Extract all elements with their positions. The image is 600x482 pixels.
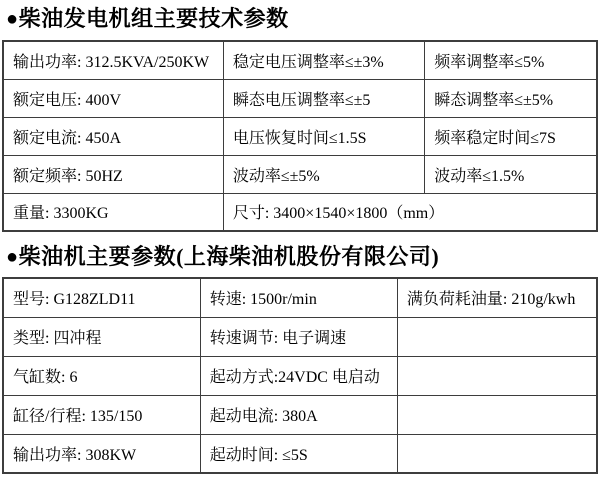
spec-cell: 波动率≤±5% [223, 155, 424, 193]
spec-cell: 重量: 3300KG [3, 193, 223, 231]
spec-cell: 瞬态电压调整率≤±5 [223, 79, 424, 117]
table-row [3, 434, 597, 473]
table-row [3, 395, 597, 434]
table-row [3, 79, 597, 117]
spec-cell: 频率稳定时间≤7S [425, 117, 597, 155]
spec-cell: 稳定电压调整率≤±3% [223, 41, 424, 79]
spec-cell: 额定频率: 50HZ [3, 155, 223, 193]
table-row [3, 278, 597, 317]
table-row [3, 41, 597, 79]
spec-cell: 波动率≤1.5% [425, 155, 597, 193]
spec-cell: 型号: G128ZLD11 [3, 278, 200, 317]
spec-cell-empty [397, 356, 597, 395]
spec-cell: 输出功率: 308KW [3, 434, 200, 473]
table-row [3, 317, 597, 356]
spec-cell: 瞬态调整率≤±5% [425, 79, 597, 117]
spec-cell: 起动电流: 380A [200, 395, 397, 434]
spec-sheet-page [0, 4, 600, 482]
genset-section-title [6, 4, 598, 34]
spec-cell: 类型: 四冲程 [3, 317, 200, 356]
bullet-icon: ● [6, 8, 19, 30]
engine-section-title-text: 柴油机主要参数(上海柴油机股份有限公司) [18, 244, 440, 269]
spec-cell: 转速: 1500r/min [200, 278, 397, 317]
genset-spec-table [2, 40, 598, 232]
spec-cell: 输出功率: 312.5KVA/250KW [3, 41, 223, 79]
spec-cell: 满负荷耗油量: 210g/kwh [397, 278, 597, 317]
spec-cell-empty [397, 317, 597, 356]
engine-spec-table [2, 277, 598, 474]
table-row [3, 117, 597, 155]
spec-cell: 起动时间: ≤5S [200, 434, 397, 473]
spec-cell: 气缸数: 6 [3, 356, 200, 395]
spec-cell: 额定电流: 450A [3, 117, 223, 155]
table-row [3, 193, 597, 231]
spec-cell: 额定电压: 400V [3, 79, 223, 117]
spec-cell: 转速调节: 电子调速 [200, 317, 397, 356]
spec-cell: 电压恢复时间≤1.5S [223, 117, 424, 155]
spec-cell: 频率调整率≤5% [425, 41, 597, 79]
spec-cell-empty [397, 434, 597, 473]
spec-cell: 起动方式:24VDC 电启动 [200, 356, 397, 395]
spec-cell-empty [397, 395, 597, 434]
bullet-icon: ● [6, 246, 19, 268]
spec-cell-dimensions: 尺寸: 3400×1540×1800（mm） [223, 193, 597, 231]
genset-section-title-text: 柴油发电机组主要技术参数 [18, 6, 289, 31]
spec-cell: 缸径/行程: 135/150 [3, 395, 200, 434]
table-row [3, 356, 597, 395]
table-row [3, 155, 597, 193]
engine-section-title [6, 242, 598, 272]
